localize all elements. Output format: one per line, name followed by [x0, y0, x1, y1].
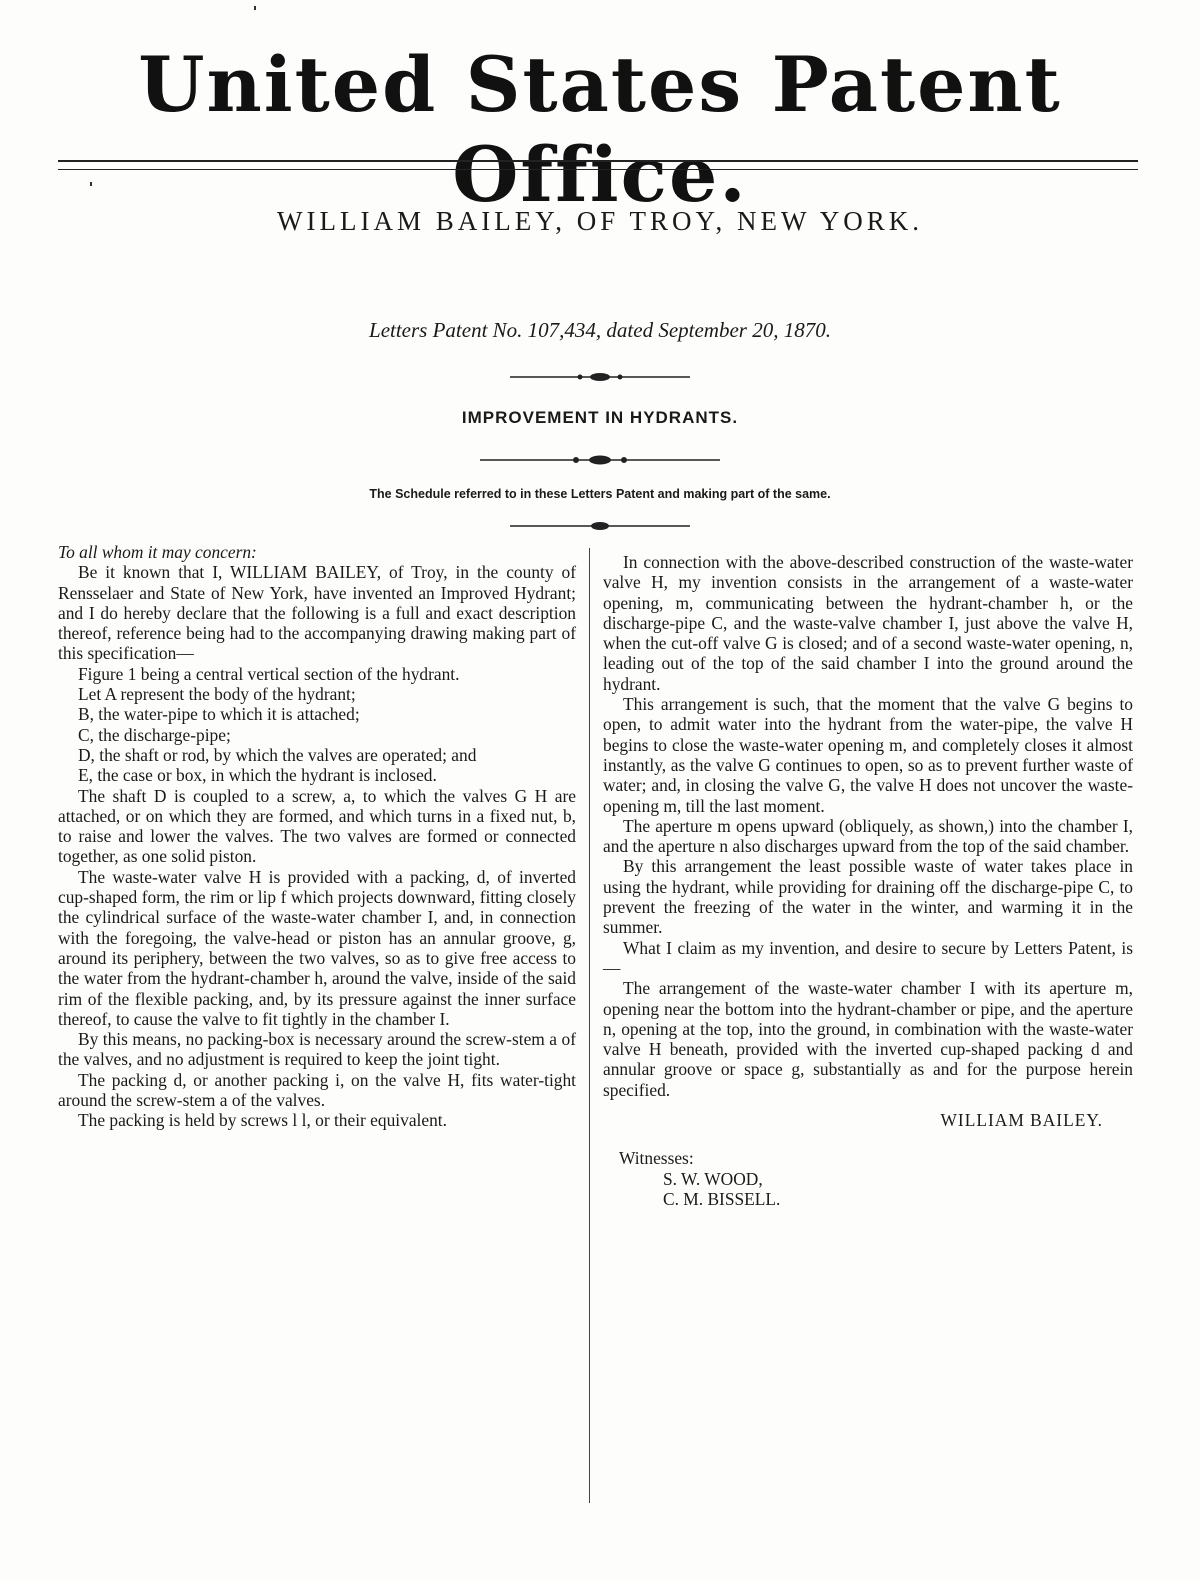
- ornament-divider: [510, 520, 690, 532]
- paragraph: In connection with the above-described construction of the waste-water valve H, my invention consists in the arrangement of a waste-water opening, m, communicating between the hydrant-chamber h, or the discharge-pipe C, and the waste-valve chamber I, just above the valve H, when the cut-off valve G is closed; and of a second waste-water opening, n, leading out of the top of the said chamber I into the ground around the hydrant.: [603, 552, 1133, 694]
- author-line: WILLIAM BAILEY, OF TROY, NEW YORK.: [277, 206, 923, 236]
- witness-name: C. M. BISSELL.: [663, 1188, 781, 1209]
- paragraph: The arrangement of the waste-water chamber I with its aperture m, opening near the bottom into the hydrant-chamber or pipe, and the aperture n, opening at the top, into the ground, in combination with the waste-water valve H beneath, provided with the inverted cup-shaped packing d and annular groove or space g, substantially as and for the purpose herein specified.: [603, 978, 1133, 1100]
- signature: WILLIAM BAILEY.: [940, 1110, 1103, 1131]
- witnesses-block: [603, 1148, 1133, 1209]
- left-column: [58, 542, 576, 1131]
- paragraph: The packing is held by screws l l, or their equivalent.: [78, 1110, 447, 1131]
- salutation: To all whom it may concern:: [58, 542, 257, 562]
- masthead-rule: [58, 160, 1138, 170]
- paragraph: Figure 1 being a central vertical section of the hydrant.: [78, 663, 460, 684]
- witnesses-label: Witnesses:: [619, 1148, 694, 1169]
- masthead-title: United States Patent Office.: [138, 40, 1062, 219]
- paragraph: The waste-water valve H is provided with a packing, d, of inverted cup-shaped form, the rim or lip f which projects downward, fitting closely the cylindrical surface of the waste-water chamber I, and, in connection with the foregoing, the valve-head or piston has an annular groove, g, around its periphery, between the two valves, so as to give free access to the water from the hydrant-chamber h, around the valve, inside of the said rim of the flexible packing, and, by its pressure against the inner surface thereof, to cause the valve to fit tightly in the chamber I.: [58, 866, 576, 1029]
- paragraph: What I claim as my invention, and desire to secure by Letters Patent, is—: [603, 937, 1133, 978]
- right-column: [603, 552, 1133, 1209]
- column-divider: [589, 548, 590, 1503]
- paragraph: Be it known that I, WILLIAM BAILEY, of Troy, in the county of Rensselaer and State of New York, have invented an Improved Hydrant; and I do hereby declare that the following is a full and exact description thereof, reference being had to the accompanying drawing making part of this specification—: [58, 562, 576, 664]
- paragraph: Let A represent the body of the hydrant;: [78, 684, 356, 705]
- witness-name: S. W. WOOD,: [663, 1168, 763, 1189]
- scan-mark: [90, 182, 92, 186]
- paragraph: This arrangement is such, that the moment that the valve G begins to open, to admit water into the hydrant from the water-pipe, the valve H begins to close the waste-water opening m, and completely closes it almost instantly, as the valve G continues to open, so as to prevent further waste of water; and, in closing the valve G, the valve H does not uncover the waste-opening m, till the last moment.: [603, 694, 1133, 816]
- paragraph: E, the case or box, in which the hydrant is inclosed.: [78, 765, 437, 786]
- scan-mark: [254, 6, 256, 10]
- paragraph: By this arrangement the least possible waste of water takes place in using the hydrant, while providing for draining off the discharge-pipe C, to prevent the freezing of the water in the winter, and warming it in the summer.: [603, 856, 1133, 938]
- paragraph: The shaft D is coupled to a screw, a, to which the valves G H are attached, or on which they are formed, and which turns in a fixed nut, b, to raise and lower the valves. The two valves are formed or connected together, as one solid piston.: [58, 785, 576, 867]
- ornament-divider: [480, 454, 720, 466]
- paragraph: D, the shaft or rod, by which the valves are operated; and: [78, 744, 477, 765]
- ornament-divider: [480, 371, 720, 383]
- paragraph: B, the water-pipe to which it is attached;: [78, 704, 360, 725]
- patent-number-line: Letters Patent No. 107,434, dated September 20, 1870.: [369, 318, 831, 342]
- paragraph: By this means, no packing-box is necessary around the screw-stem a of the valves, and no adjustment is required to keep the joint tight.: [58, 1029, 576, 1070]
- schedule-note: The Schedule referred to in these Letters Patent and making part of the same.: [369, 487, 831, 501]
- paragraph: The packing d, or another packing i, on the valve H, fits water-tight around the screw-stem a of the valves.: [58, 1069, 576, 1111]
- paragraph: The aperture m opens upward (obliquely, as shown,) into the chamber I, and the aperture n also discharges upward from the top of the said chamber.: [603, 815, 1133, 857]
- paragraph: C, the discharge-pipe;: [78, 724, 231, 745]
- document-heading: IMPROVEMENT IN HYDRANTS.: [461, 408, 739, 427]
